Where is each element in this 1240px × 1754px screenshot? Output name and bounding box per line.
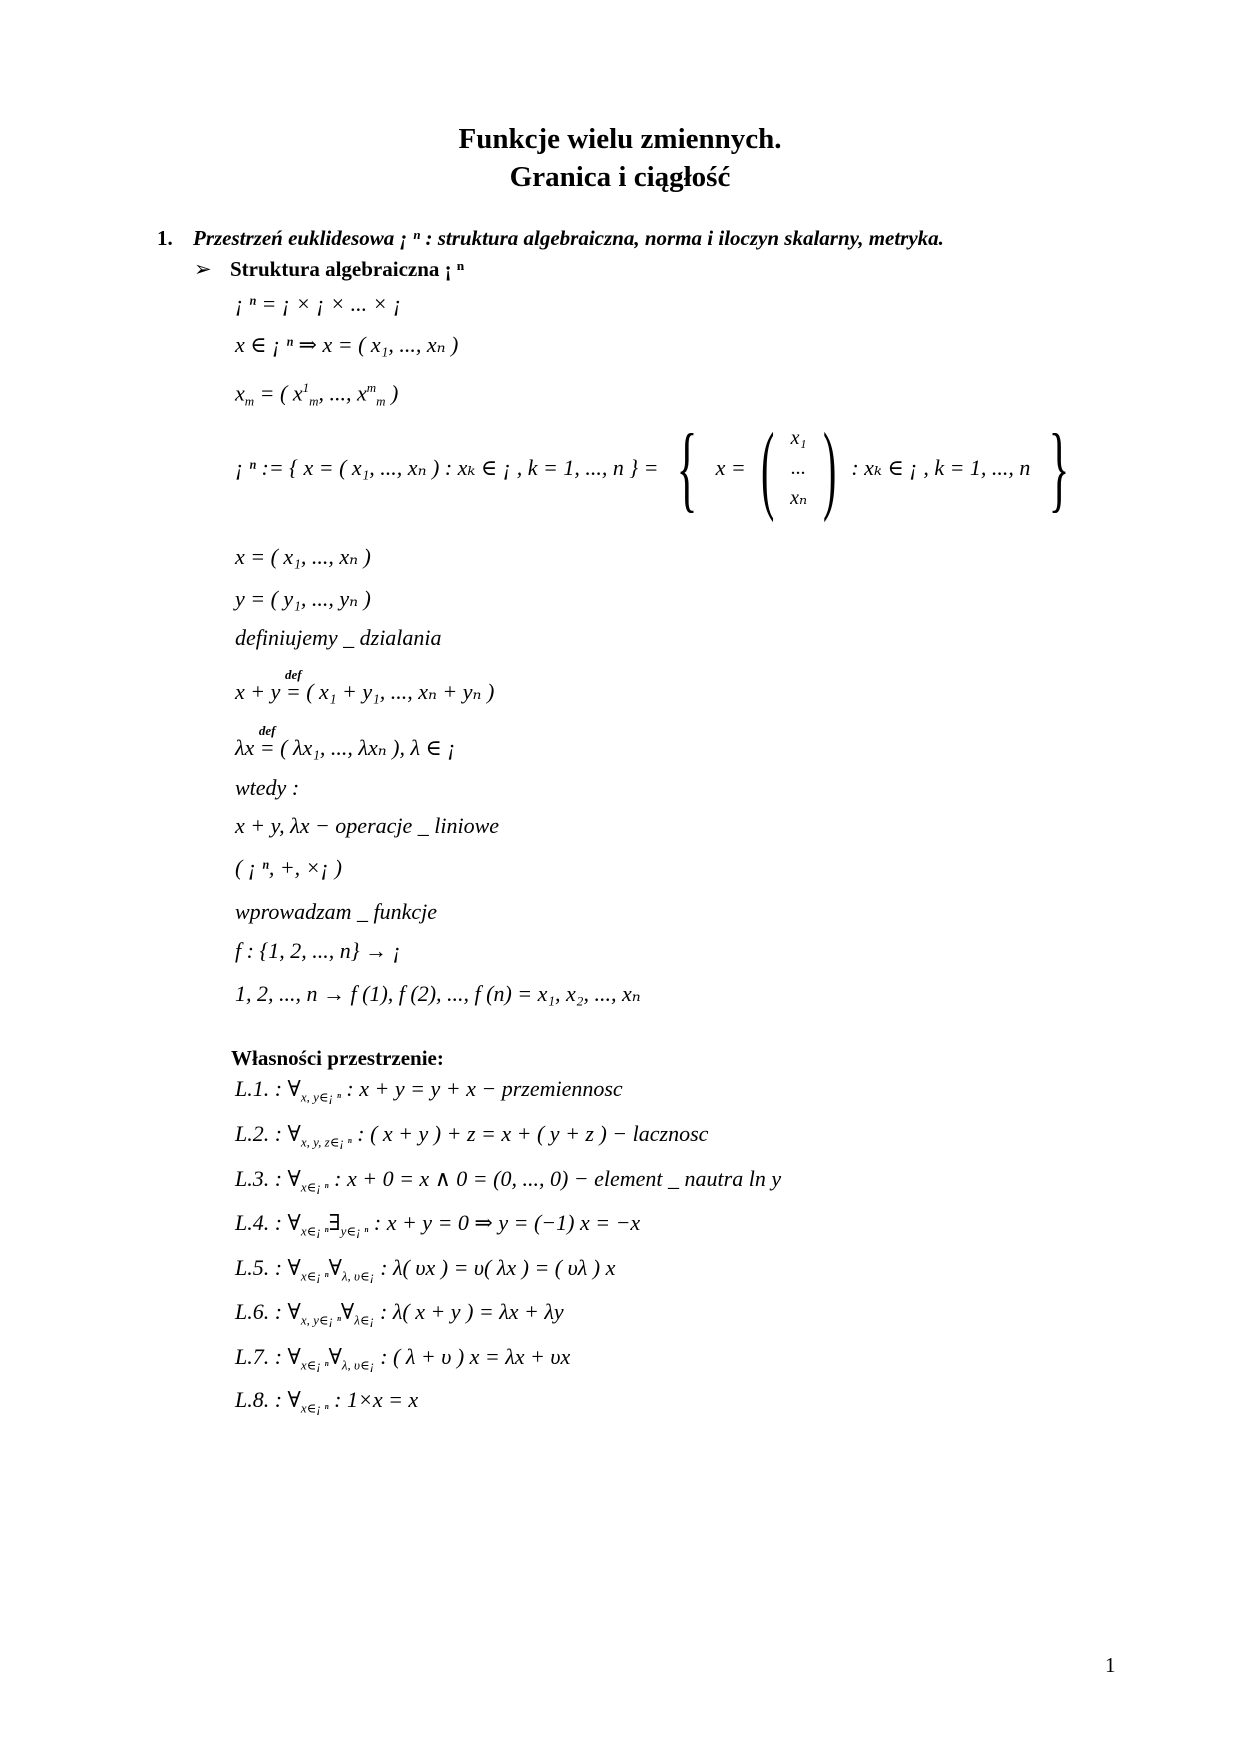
equation-addition <box>235 667 495 706</box>
right-paren-icon: ) <box>822 412 836 523</box>
property-rest: : 1×x = x <box>328 1387 419 1412</box>
left-brace-icon: { <box>676 414 698 521</box>
property-rest2: : x + y = 0 ⇒ y = (−1) x = −x <box>368 1210 641 1235</box>
def-tag: def <box>258 723 276 738</box>
eq3-f: , ..., x <box>318 380 367 406</box>
column-mid: ... <box>791 457 807 479</box>
title-line-2: Granica i ciągłość <box>509 161 731 193</box>
property-rest2: : λ( υx ) = υ( λx ) = ( υλ ) x <box>374 1255 616 1280</box>
property-item <box>235 1254 615 1290</box>
property-label: L.3. : ∀ <box>235 1166 301 1191</box>
property-item <box>235 1165 781 1201</box>
property-item <box>235 1209 640 1245</box>
property-label: L.4. : ∀ <box>235 1210 301 1235</box>
property-rest: ∀ <box>328 1255 342 1280</box>
left-paren-icon: ( <box>761 412 775 523</box>
property-rest: ∀ <box>328 1344 342 1369</box>
title-line-1: Funkcje wielu zmiennych. <box>458 123 782 155</box>
property-rest: ∃ <box>328 1210 341 1235</box>
equation-space-tuple: ( ¡ ⁿ, +, ×¡ ) <box>235 855 342 880</box>
property-sub: x, y, z∈¡ ⁿ <box>300 1134 352 1150</box>
column-vector <box>790 423 807 513</box>
subsection-heading <box>194 257 464 282</box>
property-rest2: : ( λ + υ ) x = λx + υx <box>374 1344 571 1369</box>
eq3-e: m <box>309 393 319 409</box>
eq8-c: ( x₁ + y₁, ..., xₙ + yₙ ) <box>300 679 495 704</box>
eq9-a: λx <box>235 735 260 760</box>
document-title <box>0 120 1240 196</box>
text-then: wtedy : <box>235 775 300 800</box>
equation-function-values: 1, 2, ..., n → f (1), f (2), ..., f (n) = x₁, x₂, ..., xₙ <box>235 981 641 1006</box>
subsection-text: Struktura algebraiczna ¡ ⁿ <box>230 257 465 281</box>
set-inner-x: x = <box>715 455 746 480</box>
property-rest2: : λ( x + y ) = λx + λy <box>374 1299 564 1324</box>
column-top: x₁ <box>790 427 807 449</box>
eq9-def <box>258 723 276 762</box>
eq3-h: m <box>376 393 386 409</box>
eq3-a: x <box>235 380 245 406</box>
def-tag: def <box>284 667 302 682</box>
property-rest: ∀ <box>340 1299 355 1324</box>
property-sub2: λ∈¡ <box>354 1312 375 1328</box>
property-rest: : ( x + y ) + z = x + ( y + z ) − lacznosc <box>351 1121 709 1146</box>
equation-x: x = ( x₁, ..., xₙ ) <box>235 544 371 569</box>
equation-y: y = ( y₁, ..., yₙ ) <box>235 586 371 611</box>
section-text: Przestrzeń euklidesowa ¡ ⁿ : struktura algebraiczna, norma i iloczyn skalarny, metryka. <box>193 226 944 250</box>
eq8-def <box>284 667 302 706</box>
eq3-c: = ( x <box>254 380 303 406</box>
page-number: 1 <box>1105 1653 1116 1677</box>
eq9-c: ( λx₁, ..., λxₙ ), λ ∈ ¡ <box>274 735 456 760</box>
property-sub: x∈¡ ⁿ <box>300 1357 329 1373</box>
arrow-bullet-icon: ➢ <box>194 257 212 281</box>
property-label: L.6. : ∀ <box>235 1299 301 1324</box>
property-item <box>235 1075 623 1111</box>
property-label: L.1. : ∀ <box>235 1076 301 1101</box>
property-label: L.2. : ∀ <box>235 1121 301 1146</box>
equation-function: f : {1, 2, ..., n} → ¡ <box>235 938 402 963</box>
property-sub: x∈¡ ⁿ <box>300 1179 329 1195</box>
property-sub2: λ, υ∈¡ <box>341 1357 375 1373</box>
right-brace-icon: } <box>1048 414 1070 521</box>
property-item <box>235 1386 418 1422</box>
equation-element: x ∈ ¡ ⁿ ⇒ x = ( x₁, ..., xₙ ) <box>235 332 459 357</box>
property-item <box>235 1120 708 1156</box>
eq3-g: m <box>366 380 377 395</box>
eq8-b: = <box>285 679 301 704</box>
equation-sequence <box>235 374 398 416</box>
text-introduce-function: wprowadzam _ funkcje <box>235 899 438 924</box>
property-label: L.8. : ∀ <box>235 1387 301 1412</box>
text-definitions: definiujemy _ dzialania <box>235 625 442 650</box>
section-heading <box>157 226 944 251</box>
equation-product: ¡ ⁿ = ¡ × ¡ × ... × ¡ <box>235 291 402 316</box>
property-sub: x∈¡ ⁿ <box>300 1223 329 1239</box>
text-linear-ops: x + y, λx − operacje _ liniowe <box>235 813 500 838</box>
column-bottom: xₙ <box>790 487 808 509</box>
property-label: L.5. : ∀ <box>235 1255 301 1280</box>
eq3-b: m <box>244 393 255 409</box>
set-rhs: : xₖ ∈ ¡ , k = 1, ..., n <box>851 455 1031 480</box>
property-sub2: λ, υ∈¡ <box>341 1268 375 1284</box>
property-sub: x, y∈¡ ⁿ <box>300 1089 341 1105</box>
property-sub2: y∈¡ ⁿ <box>340 1223 369 1239</box>
set-lhs: ¡ ⁿ := { x = ( x₁, ..., xₙ ) : xₖ ∈ ¡ , k = 1, ..., n } = <box>235 455 659 480</box>
property-rest: : x + y = y + x − przemiennosc <box>340 1076 623 1101</box>
property-item <box>235 1298 564 1334</box>
eq3-i: ) <box>385 380 399 406</box>
eq8-a: x + y <box>235 679 286 704</box>
property-item <box>235 1343 570 1379</box>
equation-scalar-mult <box>235 723 456 762</box>
eq3-d: 1 <box>302 380 310 395</box>
section-number: 1. <box>157 226 173 250</box>
property-sub: x∈¡ ⁿ <box>300 1268 329 1284</box>
property-sub: x, y∈¡ ⁿ <box>300 1312 341 1328</box>
equation-set-definition <box>235 412 1082 523</box>
property-rest: : x + 0 = x ∧ 0 = (0, ..., 0) − element _ nautra ln y <box>328 1166 782 1191</box>
properties-heading: Własności przestrzenie: <box>231 1046 444 1070</box>
property-sub: x∈¡ ⁿ <box>300 1400 329 1416</box>
property-label: L.7. : ∀ <box>235 1344 301 1369</box>
eq9-b: = <box>259 735 275 760</box>
